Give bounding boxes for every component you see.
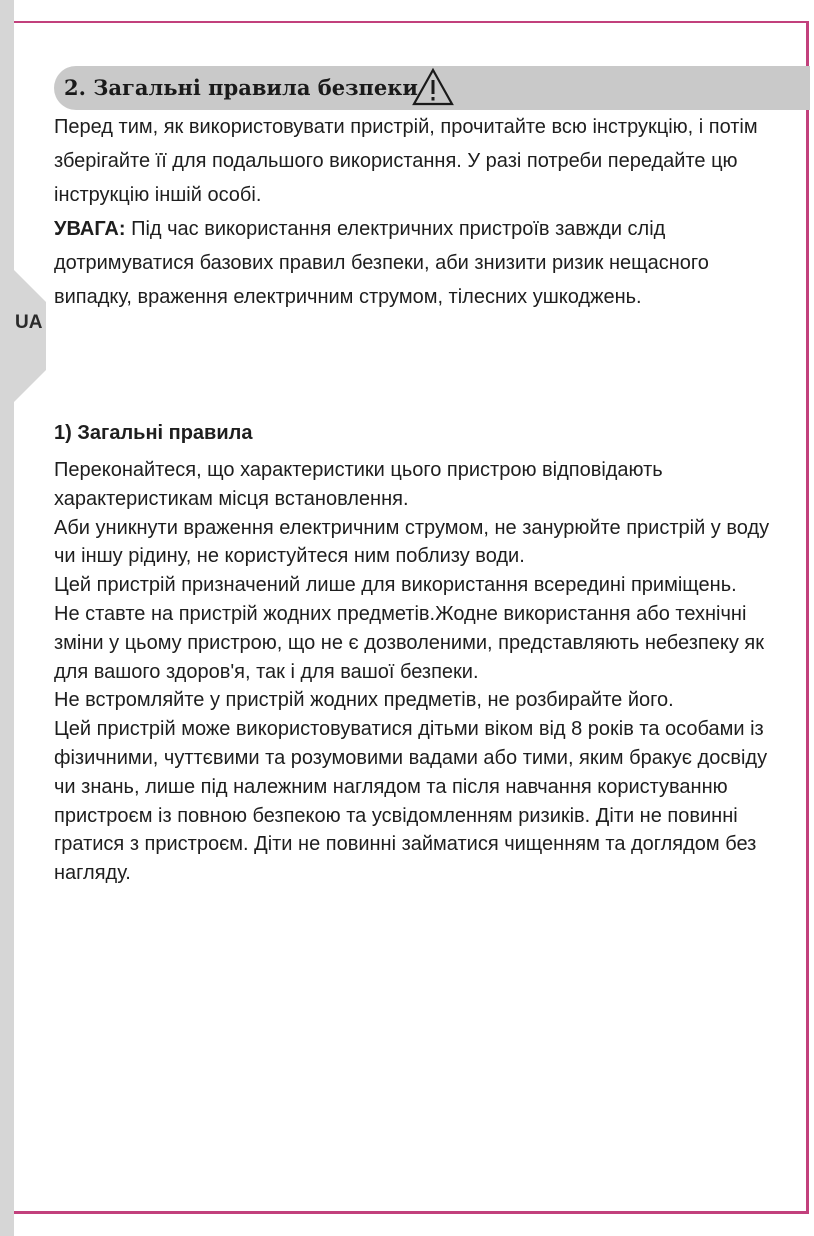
- intro-paragraph: Перед тим, як використовувати пристрій, прочитайте всю інструкцію, і потім зберігайте її для подальшого використання. У разі потреби передайте цю інструкцію іншій особі.: [54, 116, 758, 206]
- rule-paragraph: Цей пристрій може використовуватися дітьми віком від 8 років та особами із фізичними, чуттєвими та розумовими вадами або тими, яким бракує досвіду чи знань, лише під належним наглядом та після навчання користуванню пристроєм із повною безпекою та усвідомленням ризиків. Діти не повинні гратися з пристроєм. Діти не повинні займатися чищенням та доглядом без нагляду.: [54, 718, 768, 885]
- warning-label: УВАГА:: [54, 218, 126, 240]
- side-language-tab: [0, 0, 50, 1236]
- intro-section: [54, 110, 774, 314]
- section-header: [54, 66, 810, 110]
- section-title: 2. Загальні правила безпеки: [64, 75, 418, 100]
- warning-paragraph: [54, 212, 774, 314]
- general-rules-heading: 1) Загальні правила: [54, 422, 253, 444]
- rule-paragraph: Не встромляйте у пристрій жодних предметів, не розбирайте його.: [54, 689, 674, 712]
- rule-paragraph: Цей пристрій призначений лише для використання всередині приміщень.: [54, 574, 737, 597]
- warning-text: Під час використання електричних пристроїв завжди слід дотримуватися базових правил безпеки, аби знизити ризик нещасного випадку, враження електричним струмом, тілесних ушкоджень.: [54, 218, 709, 308]
- language-label: UA: [15, 312, 43, 333]
- page-content: [54, 110, 774, 885]
- warning-triangle-icon: [410, 66, 456, 108]
- rule-paragraph: Аби уникнути враження електричним струмом, не занурюйте пристрій у воду чи іншу рідину, не користуйтеся ним поблизу води.: [54, 516, 770, 568]
- general-rules-list: [54, 456, 774, 888]
- rule-paragraph: Не ставте на пристрій жодних предметів.Жодне використання або технічні зміни у цьому пристрою, що не є дозволеними, представляють небезпеку як для вашого здоров'я, так і для вашої безпеки.: [54, 602, 764, 683]
- rule-paragraph: Переконайтеся, що характеристики цього пристрою відповідають характеристикам місця встановлення.: [54, 459, 663, 510]
